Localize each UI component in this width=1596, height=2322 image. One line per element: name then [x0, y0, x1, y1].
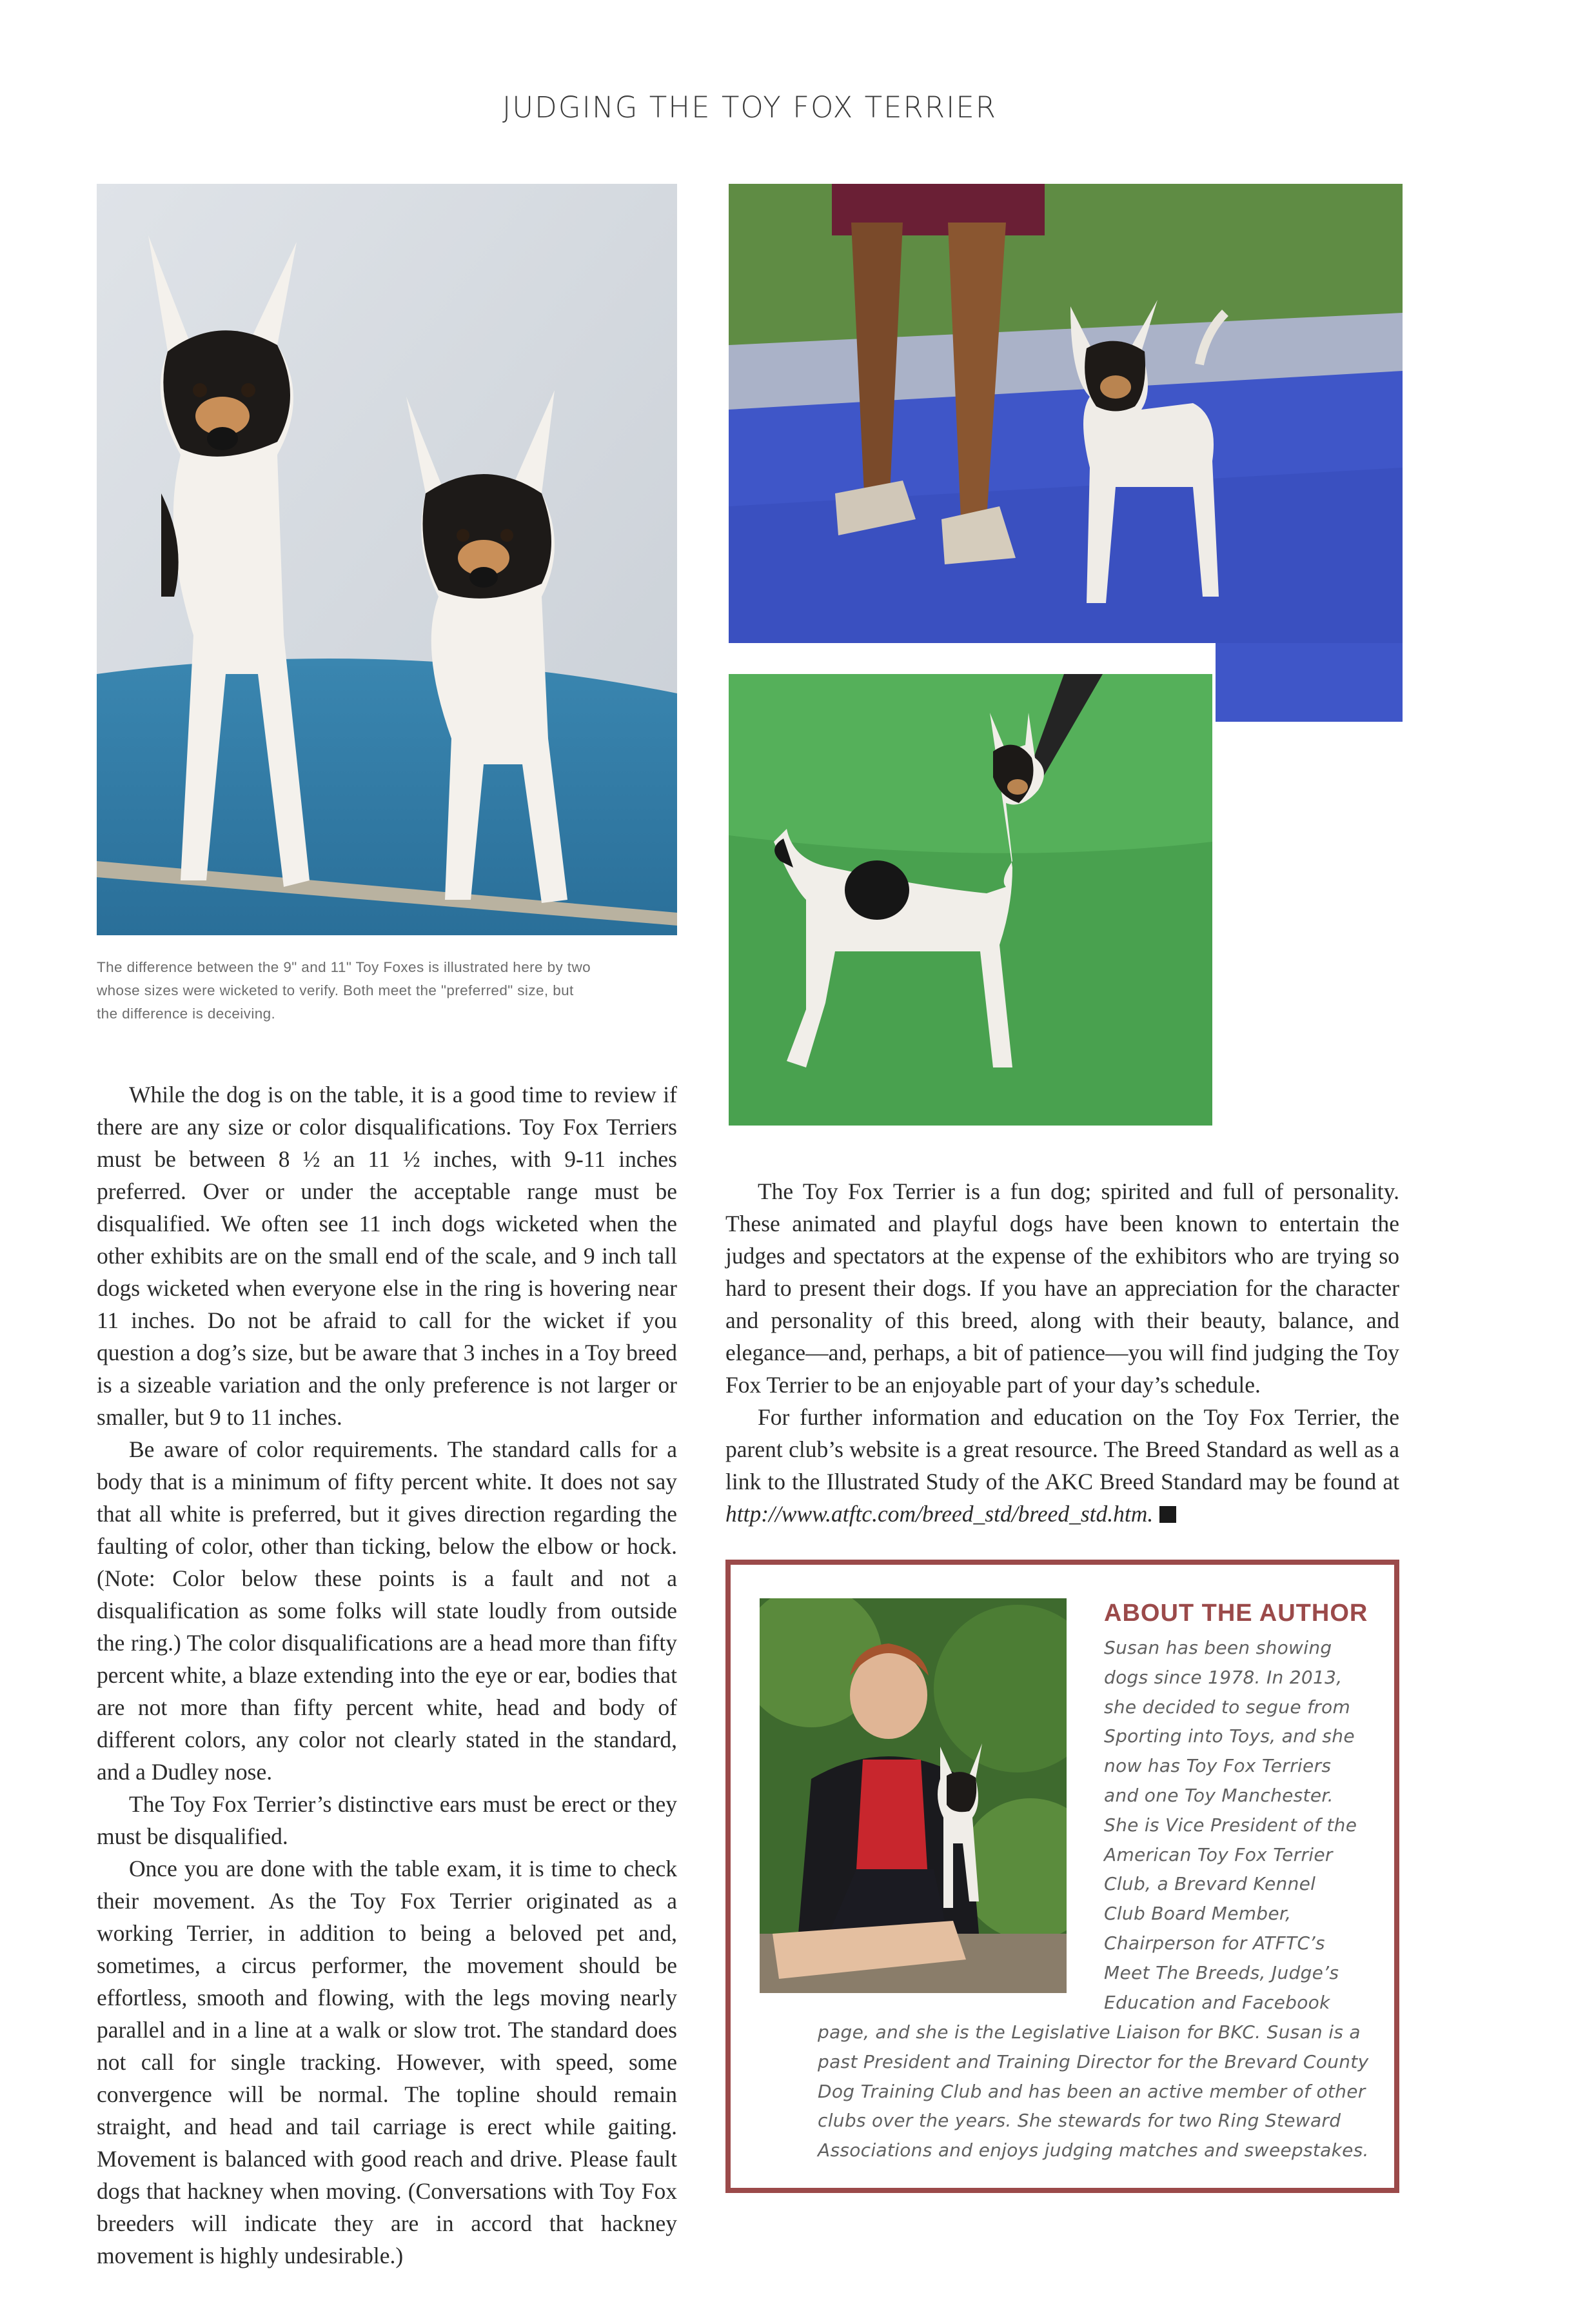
author-bio-beside-photo: [1104, 1633, 1357, 2017]
author-photo: [760, 1598, 1067, 1993]
author-heading: ABOUT THE AUTHOR: [1104, 1600, 1368, 1627]
author-bio-line: and one Toy Manchester.: [1104, 1784, 1334, 1806]
gaiting-photo: [729, 184, 1403, 643]
author-bio-line: Sporting into Toys, and she: [1104, 1725, 1355, 1747]
end-mark-icon: [1159, 1506, 1176, 1523]
paragraph: While the dog is on the table, it is a good time to review if there are any size or color disqualifications. Toy Fox Terriers must be between 8 ½ an 11 ½ inches, with 9-11 inches preferred. Over or under the acceptable range must be disqualified. We often see 11 inch dogs wicketed when the other exhibits are on the small end of the scale, and 9 inch tall dogs wicketed when everyone else in the ring is hovering near 11 inches. Do not be afraid to call for the wicket if you question a dog’s size, but be aware that 3 inches in a Toy breed is a sizeable variation and the only preference is not larger or smaller, but 9 to 11 inches.: [97, 1082, 677, 1430]
author-bio-line: Club Board Member,: [1104, 1903, 1292, 1925]
stacked-dog-photo: [729, 674, 1212, 1126]
breed-standard-link[interactable]: http://www.atftc.com/breed_std/breed_std.htm.: [725, 1501, 1154, 1527]
left-article-column: [97, 1078, 677, 2272]
author-bio-line: page, and she is the Legislative Liaison for BKC. Susan is a: [818, 2021, 1361, 2043]
author-bio-line: Club, a Brevard Kennel: [1104, 1873, 1316, 1895]
author-bio-line: American Toy Fox Terrier: [1104, 1843, 1333, 1865]
paragraph: Be aware of color requirements. The standard calls for a body that is a minimum of fifty percent white. It does not say that all white is preferred, but it gives direction regarding the faulting of color, other than ticking, below the elbow or hock. (Note: Color below these points is a fault and not a disqualification as some folks will state loudly from outside the ring.) The color disqualifications are a head more than fifty percent white, a blaze extending into the eye or ear, bodies that are not more than fifty percent white, head and body of different colors, any color not clearly stated in the standard, and a Dudley nose.: [97, 1436, 677, 1785]
paragraph: The Toy Fox Terrier is a fun dog; spirited and full of personality. These animated and playful dogs have been known to entertain the judges and spectators at the expense of the exhibitors who are trying so hard to present their dogs. If you have an appreciation for the character and personality of this breed, along with their beauty, balance, and elegance—and, perhaps, a bit of patience—you will find judging the Toy Fox Terrier to be an enjoyable part of your day’s schedule.: [725, 1178, 1399, 1398]
right-article-column: [725, 1175, 1399, 1530]
paragraph-text: For further information and education on the Toy Fox Terrier, the parent club’s website is a great resource. The Breed Standard as well as a link to the Illustrated Study of the AKC Breed Standard may be found at: [725, 1404, 1399, 1494]
author-bio-line: dogs since 1978. In 2013,: [1104, 1666, 1343, 1688]
author-bio-line: clubs over the years. She stewards for two Ring Steward: [818, 2110, 1341, 2132]
author-bio-line: Education and Facebook: [1104, 1991, 1330, 2013]
paragraph: The Toy Fox Terrier’s distinctive ears must be erect or they must be disqualified.: [97, 1791, 677, 1849]
author-bio-line: Associations and enjoys judging matches and sweepstakes.: [818, 2139, 1369, 2161]
paragraph: [725, 1401, 1399, 1530]
photo-caption: [97, 956, 677, 1026]
author-bio-below-photo: [818, 2018, 1369, 2165]
author-bio-line: Susan has been showing: [1104, 1637, 1332, 1658]
author-bio-line: Dog Training Club and has been an active member of other: [818, 2080, 1366, 2102]
paragraph: Once you are done with the table exam, it is time to check their movement. As the Toy Fox Terrier originated as a working Terrier, in addition to being a beloved pet and, sometimes, a circus performer, the movement should be effortless, smooth and flowing, with the legs moving nearly parallel and in a line at a walk or slow trot. The standard does not call for single tracking. However, with speed, some convergence will be normal. The topline should remain straight, and head and tail carriage is erect while gaiting. Movement is balanced with good reach and drive. Please fault dogs that hackney when moving. (Conversations with Toy Fox breeders will indicate they are in accord that hackney movement is highly undesirable.): [97, 1856, 677, 2268]
caption-line: The difference between the 9" and 11" Toy Foxes is illustrated here by two: [97, 959, 591, 975]
author-bio-line: Meet The Breeds, Judge’s: [1104, 1961, 1339, 1983]
author-bio-line: past President and Training Director for the Brevard County: [818, 2050, 1369, 2072]
two-dogs-photo: [97, 184, 677, 935]
author-bio-line: now has Toy Fox Terriers: [1104, 1755, 1332, 1777]
author-bio-line: she decided to segue from: [1104, 1696, 1351, 1718]
author-bio-line: She is Vice President of the: [1104, 1814, 1357, 1836]
caption-line: the difference is deceiving.: [97, 1006, 276, 1022]
caption-line: whose sizes were wicketed to verify. Both meet the "preferred" size, but: [97, 982, 574, 998]
author-bio-line: Chairperson for ATFTC’s: [1104, 1932, 1325, 1954]
page-header: JUDGING THE TOY FOX TERRIER: [502, 90, 998, 124]
